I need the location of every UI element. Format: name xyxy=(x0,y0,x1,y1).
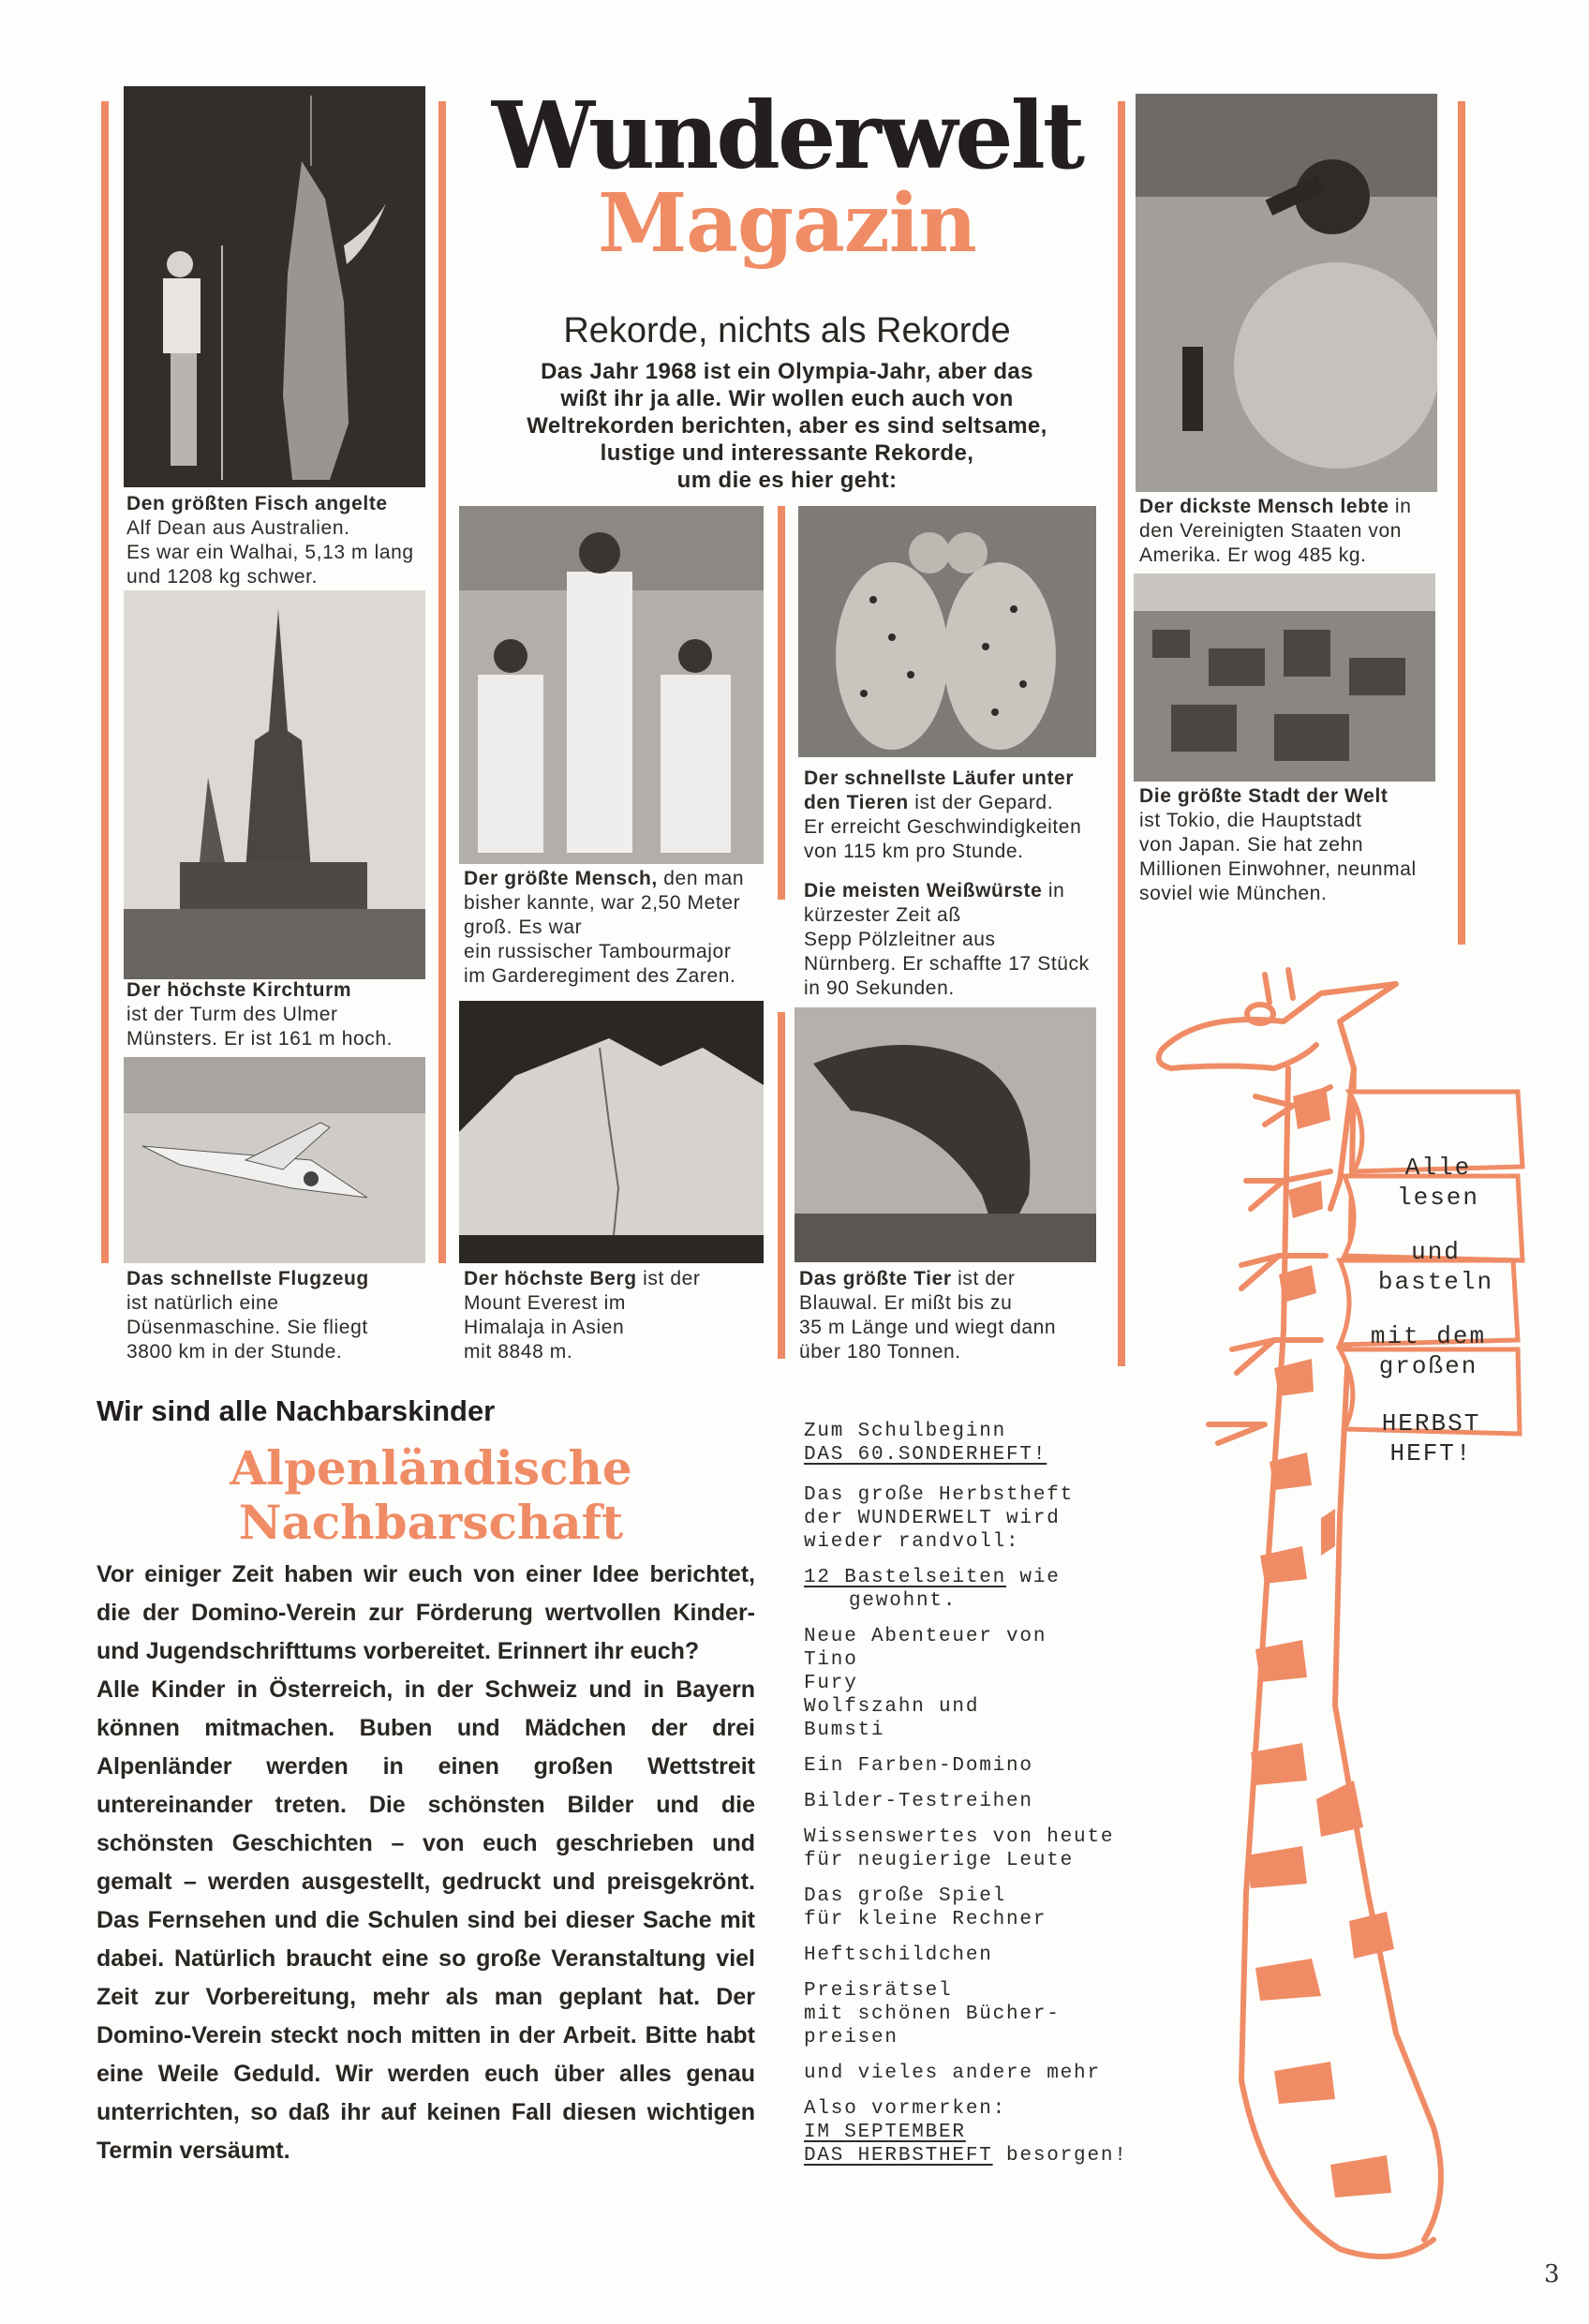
records-intro: Das Jahr 1968 ist ein Olympia-Jahr, aber das wißt ihr ja alle. Wir wollen euch auch von Weltrekorden berichten, aber es sind seltsame, lustige und interessante Rekorde, um die es hier geht: xyxy=(527,359,1047,493)
list-item: und vieles andere mehr xyxy=(804,2063,1101,2084)
jet-plane-photo xyxy=(124,1057,425,1263)
column-rule-right xyxy=(1458,101,1465,945)
mount-everest-photo xyxy=(459,1001,764,1263)
giraffe-sign-3: mit dem großen xyxy=(1370,1322,1487,1380)
column-rule-center-bottom xyxy=(778,1012,785,1359)
column-rule-left-mid xyxy=(438,101,446,1263)
giraffe-sign-4: HERBST HEFT! xyxy=(1381,1409,1481,1467)
caption-city: Die größte Stadt der Welt ist Tokio, die Hauptstadt von Japan. Sie hat zehn Millionen Einwohner, neunmal soviel wie München. xyxy=(1139,785,1417,904)
column-rule-center-mid xyxy=(778,506,785,900)
tall-man-photo xyxy=(459,506,764,864)
neighbours-title: Alpenländische Nachbarschaft xyxy=(230,1440,632,1550)
list-item: Bilder-Testreihen xyxy=(804,1791,1033,1812)
caption-plane: Das schnellste Flugzeug ist natürlich eine Düsenmaschine. Sie fliegt 3800 km in der Stunde. xyxy=(126,1268,369,1363)
angler-with-shark-photo xyxy=(124,86,425,487)
list-item: Ein Farben-Domino xyxy=(804,1755,1033,1777)
blue-whale-photo xyxy=(794,1007,1096,1262)
column-rule-center-right xyxy=(1118,101,1125,1366)
caption-cheetah: Der schnellste Läufer unter den Tieren ist der Gepard. Er erreicht Geschwindigkeiten von 115 km pro Stunde. xyxy=(804,767,1082,862)
list-item: Wissenswertes von heute für neugierige Leute xyxy=(804,1826,1115,1871)
heavy-man-drinking-photo xyxy=(1136,94,1437,492)
giraffe-sign-1: Alle lesen xyxy=(1396,1154,1479,1212)
caption-church: Der höchste Kirchturm ist der Turm des Ulmer Münsters. Er ist 161 m hoch. xyxy=(126,979,394,1050)
masthead-title: Wunderwelt xyxy=(491,82,1083,190)
records-heading: Rekorde, nichts als Rekorde xyxy=(563,311,1011,350)
list-item: Das große Spiel für kleine Rechner xyxy=(804,1885,1047,1930)
page-number: 3 xyxy=(1544,2260,1560,2288)
caption-whale: Das größte Tier ist der Blauwal. Er mißt bis zu 35 m Länge und wiegt dann über 180 Tonnen. xyxy=(799,1268,1057,1363)
column-rule-left xyxy=(101,101,109,1263)
neighbours-kicker: Wir sind alle Nachbarskinder xyxy=(97,1394,496,1427)
caption-tallest: Der größte Mensch, den man bisher kannte, war 2,50 Meter groß. Es war ein russischer Tambourmajor im Garderegiment des Zaren. xyxy=(464,868,745,987)
list-item: Preisrätsel mit schönen Bücher- preisen xyxy=(804,1980,1061,2048)
caption-mountain: Der höchste Berg ist der Mount Everest im Himalaja in Asien mit 8848 m. xyxy=(464,1268,701,1363)
ulm-minster-photo xyxy=(124,590,425,979)
neighbours-body: Vor einiger Zeit haben wir euch von einer Idee berichtet, die der Domino-Verein zur Förderung wertvollen Kinder- und Jugendschrifttums vorbereitet. Erinnert ihr euch? Alle Kinder in Österreich, in der Schweiz und in Bayern können mitmachen. Buben und Mädchen der drei Alpenländer werden in einen großen Wettstreit untereinander treten. Die schönsten Bilder und die schönsten Geschichten – von euch geschrieben und gemalt – werden ausgestellt, gedruckt und preisgekrönt. Das Fernsehen und die Schulen sind bei dieser Sache mit dabei. Natürlich braucht eine so große Veranstaltung viel Zeit zur Vorbereitung, mehr als man geplant hat. Der Domino-Verein steckt noch mitten in der Arbeit. Bitte habt eine Weile Geduld. Wir werden euch über alles genau unterrichten, so daß ihr auf keinen Fall diesen wichtigen Termin versäumt. xyxy=(97,1561,755,2164)
masthead-subtitle: Magazin xyxy=(598,176,976,271)
caption-fish: Den größten Fisch angelte Alf Dean aus Australien. Es war ein Walhai, 5,13 m lang und 1208 kg schwer. xyxy=(126,493,414,588)
autumn-issue-list: Zum Schulbeginn DAS 60.SONDERHEFT! Das große Herbstheft der WUNDERWELT wird wieder randvoll: 12 Bastelseiten wie gewohnt. Neue Abenteuer von Tino Fury Wolfszahn und Bumsti Ein Farben-Domino Bilder-Testreihen Wissenswertes von heute für neugierige Leute Das große Spiel für kleine Rechner Heftschildchen Preisrätsel mit schönen Bücher- preisen und vieles andere mehr Also vormerken: IM SEPTEMBER DAS HERBSTHEFT besorgen! xyxy=(804,1420,1197,2168)
tokyo-aerial-photo xyxy=(1134,574,1435,782)
caption-fattest: Der dickste Mensch lebte in den Vereinigten Staaten von Amerika. Er wog 485 kg. xyxy=(1139,496,1412,566)
giraffe-sign-2: und basteln xyxy=(1377,1238,1494,1296)
cheetahs-photo xyxy=(798,506,1096,757)
list-item: Heftschildchen xyxy=(804,1944,993,1966)
caption-sausages: Die meisten Weißwürste in kürzester Zeit aß Sepp Pölzleitner aus Nürnberg. Er schaffte 17 Stück in 90 Sekunden. xyxy=(804,880,1090,999)
